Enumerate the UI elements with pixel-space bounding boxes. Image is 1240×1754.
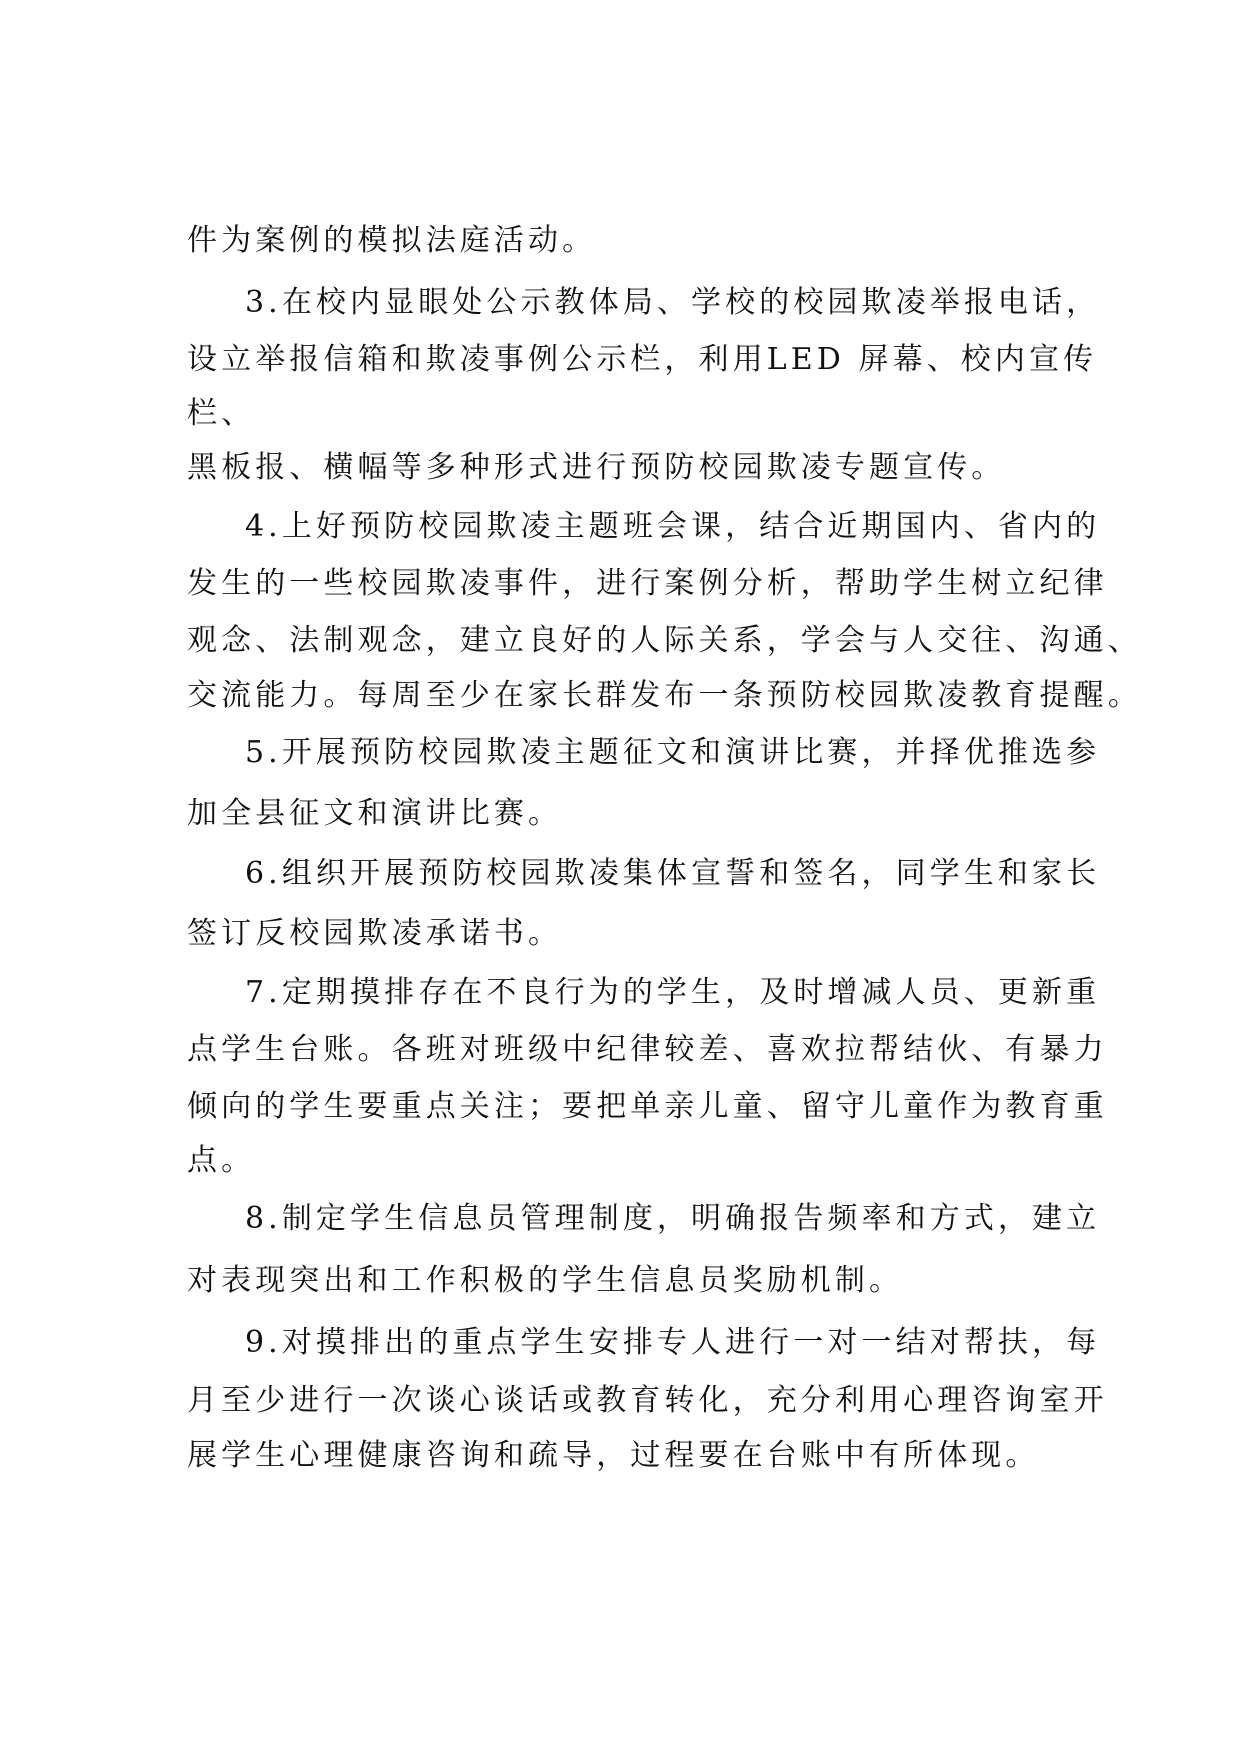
text-line: 点学生台账。各班对班级中纪律较差、喜欢拉帮结伙、有暴力 bbox=[187, 1032, 1108, 1067]
text-line: 栏、 bbox=[187, 396, 256, 431]
text-line: 6.组织开展预防校园欺凌集体宣誓和签名，同学生和家长 bbox=[245, 856, 1101, 891]
text-line: 件为案例的模拟法庭活动。 bbox=[187, 223, 597, 258]
text-line: 发生的一些校园欺凌事件，进行案例分析，帮助学生树立纪律 bbox=[187, 566, 1108, 601]
text-line: 8.制定学生信息员管理制度，明确报告频率和方式，建立 bbox=[245, 1201, 1101, 1236]
text-line: 7.定期摸排存在不良行为的学生，及时增减人员、更新重 bbox=[245, 975, 1101, 1010]
text-line: 点。 bbox=[187, 1143, 256, 1178]
text-line: 5.开展预防校园欺凌主题征文和演讲比赛，并择优推选参 bbox=[245, 735, 1101, 770]
text-line: 签订反校园欺凌承诺书。 bbox=[187, 916, 563, 951]
text-line: 月至少进行一次谈心谈话或教育转化，充分利用心理咨询室开 bbox=[187, 1383, 1108, 1418]
text-line: 交流能力。每周至少在家长群发布一条预防校园欺凌教育提醒。 bbox=[187, 678, 1142, 713]
text-line: 观念、法制观念，建立良好的人际关系，学会与人交往、沟通、 bbox=[187, 623, 1142, 658]
text-line: 4.上好预防校园欺凌主题班会课，结合近期国内、省内的 bbox=[245, 509, 1101, 544]
text-line: 倾向的学生要重点关注；要把单亲儿童、留守儿童作为教育重 bbox=[187, 1089, 1108, 1124]
text-line: 设立举报信箱和欺凌事例公示栏，利用LED 屏幕、校内宣传 bbox=[187, 342, 1098, 377]
text-line: 对表现突出和工作积极的学生信息员奖励机制。 bbox=[187, 1263, 904, 1298]
text-line: 展学生心理健康咨询和疏导，过程要在台账中有所体现。 bbox=[187, 1438, 1040, 1473]
text-line: 加全县征文和演讲比赛。 bbox=[187, 796, 563, 831]
text-line: 3.在校内显眼处公示教体局、学校的校园欺凌举报电话， bbox=[245, 285, 1101, 320]
text-line: 黑板报、横幅等多种形式进行预防校园欺凌专题宣传。 bbox=[187, 450, 1006, 485]
text-line: 9.对摸排出的重点学生安排专人进行一对一结对帮扶，每 bbox=[245, 1325, 1101, 1360]
